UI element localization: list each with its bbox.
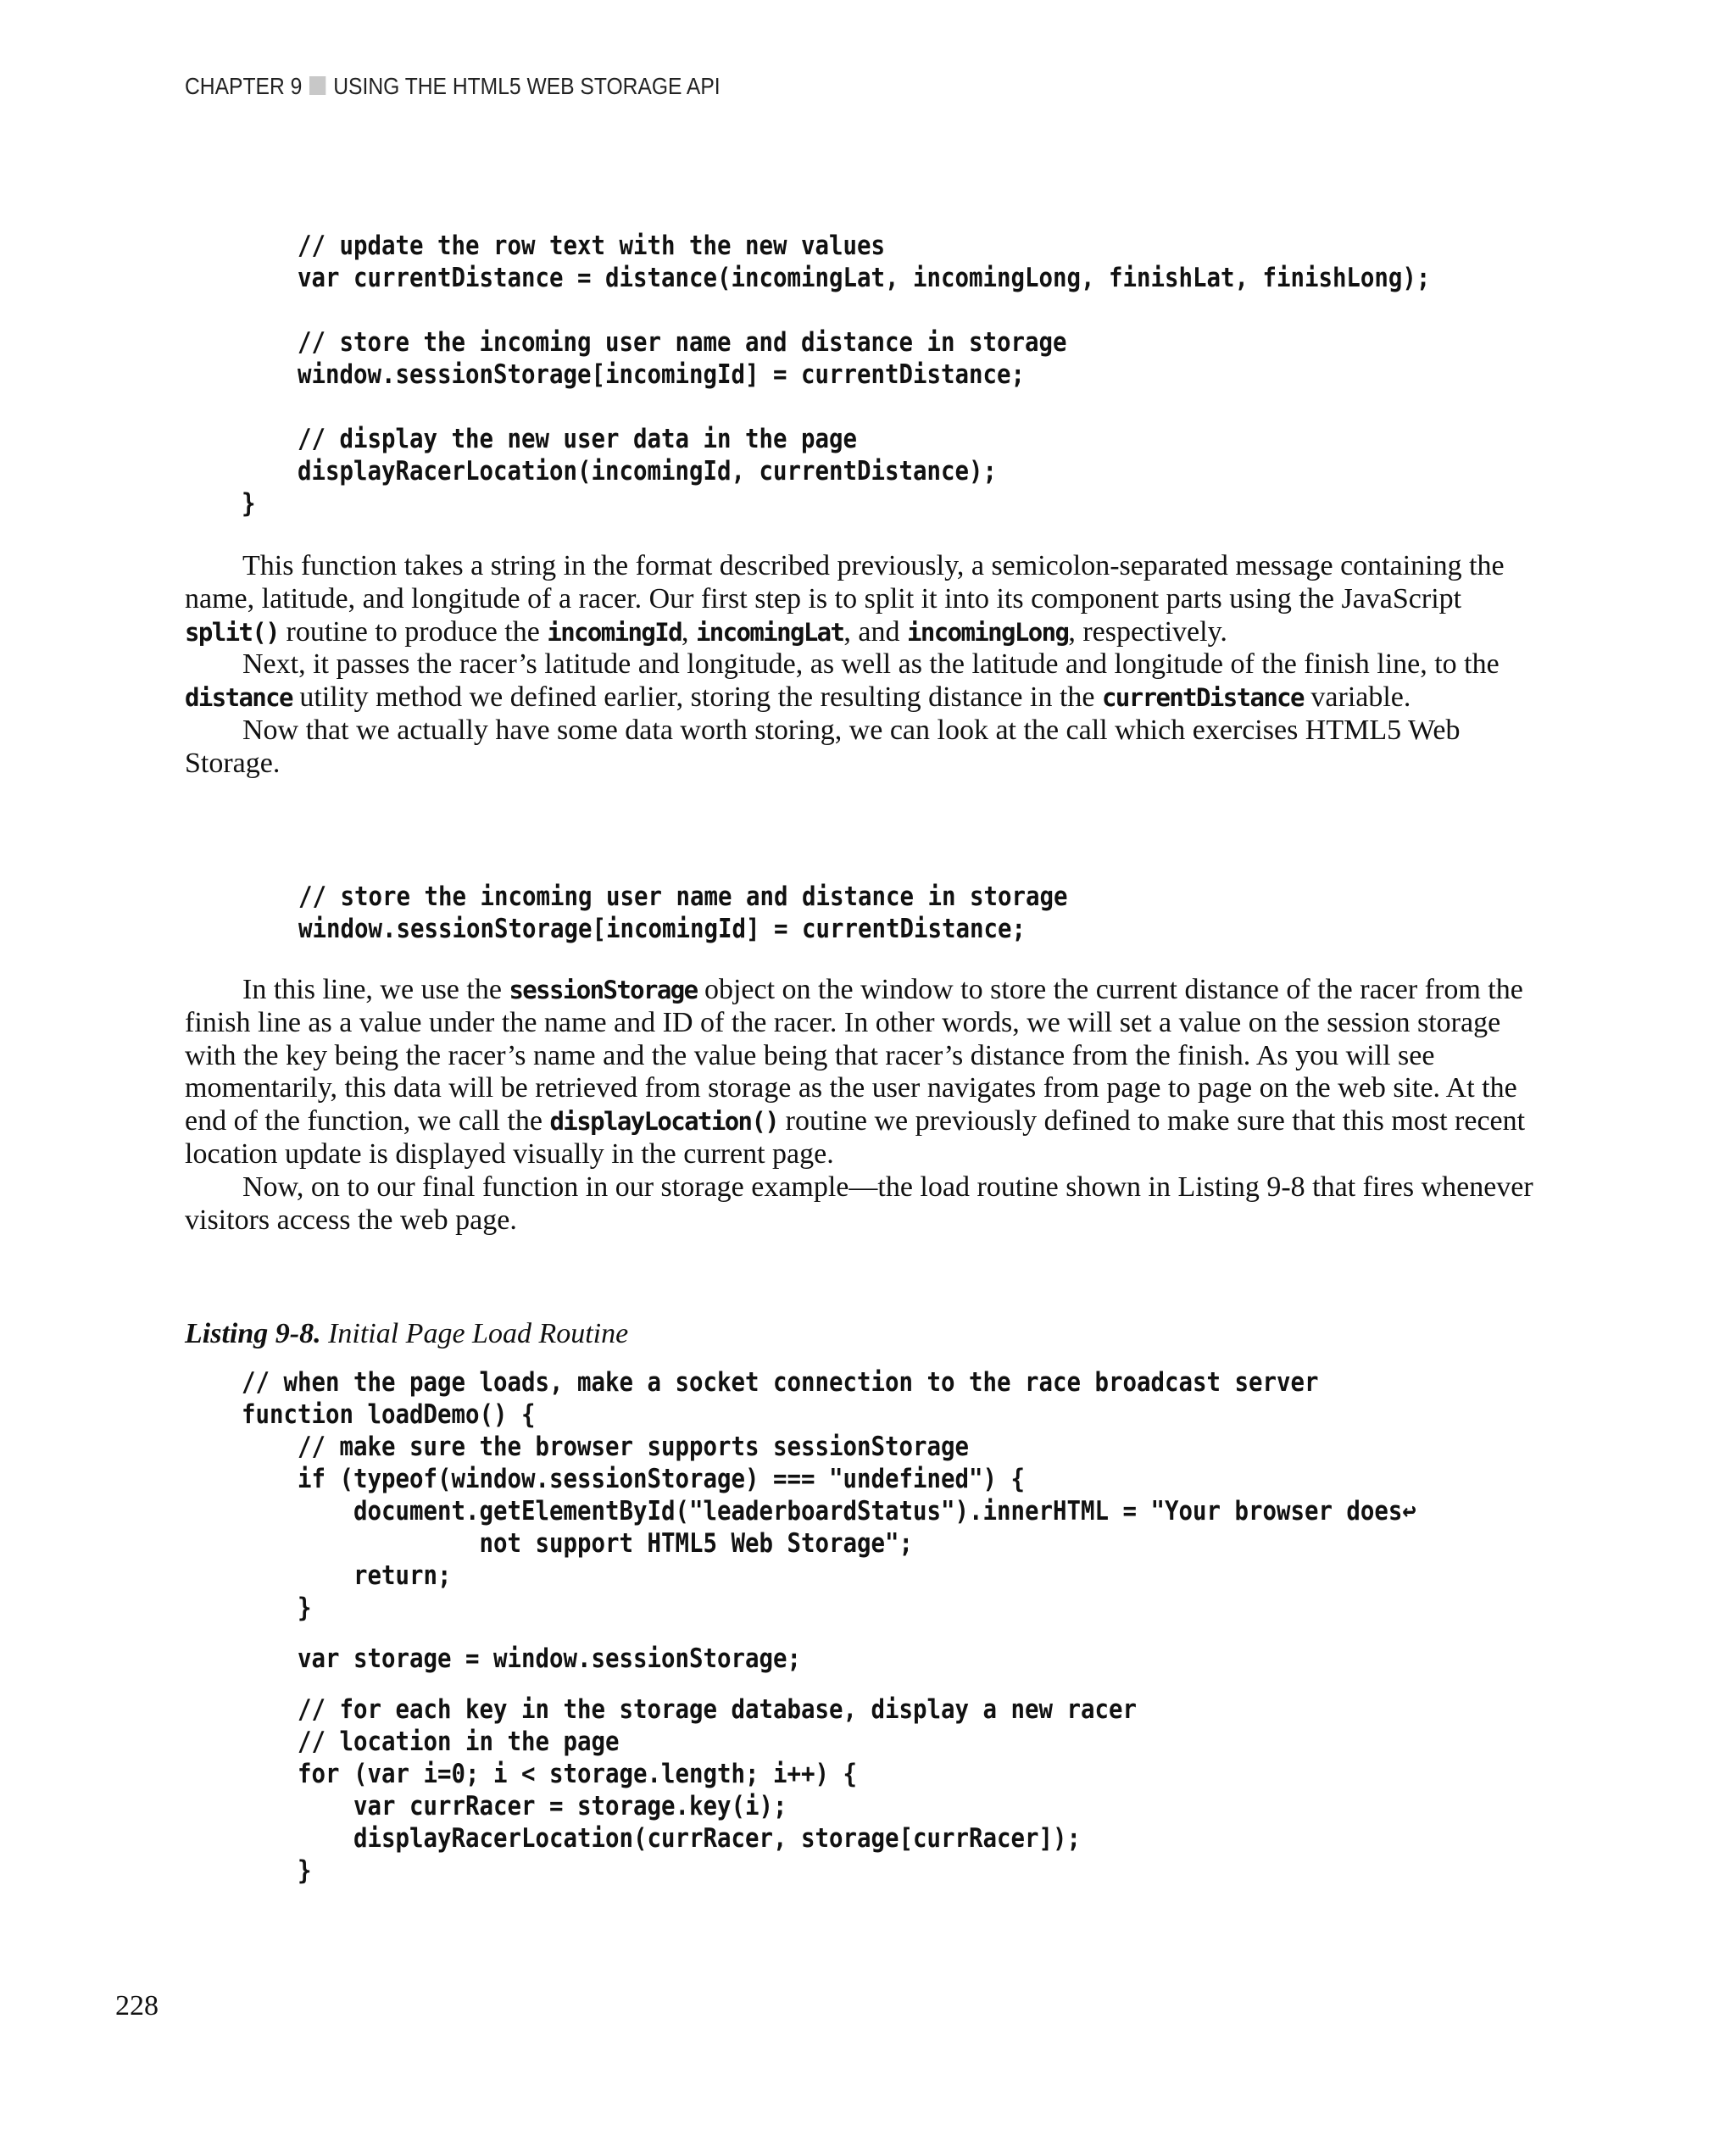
header-separator-square bbox=[309, 76, 326, 95]
code-line: displayRacerLocation(incomingId, currentDistance); bbox=[242, 456, 997, 487]
paragraph-sessionstorage-explanation: In this line, we use the sessionStorage object on the window to store the current distance of the racer from the finish line as a value under the name and ID of the racer. In other words, we will set a value on the session storage with the key being the racer’s name and the value being that racer’s distance from the finish. As you will see momentarily, this data will be retrieved from storage as the user navigates from page to page on the web site. At the end of the function, we call the displayLocation() routine we previously defined to make sure that this most recent location update is displayed visually in the current page. bbox=[185, 974, 1526, 1170]
paragraph-distance-method: Next, it passes the racer’s latitude and longitude, as well as the latitude and longitude of the finish line, to the distance utility method we defined earlier, storing the resulting distance in the currentDistance variable. bbox=[185, 648, 1500, 714]
code-line: } bbox=[242, 488, 256, 519]
code-line: function loadDemo() { bbox=[242, 1399, 536, 1430]
code-line: // store the incoming user name and distance in storage bbox=[242, 327, 1067, 358]
code-line: for (var i=0; i < storage.length; i++) { bbox=[242, 1759, 857, 1789]
code-block-load-demo bbox=[242, 1366, 1416, 1887]
inline-code-incomingid: incomingId bbox=[547, 617, 682, 647]
code-block-update-row bbox=[242, 230, 1430, 520]
code-line: } bbox=[242, 1593, 312, 1623]
code-line: displayRacerLocation(currRacer, storage[currRacer]); bbox=[242, 1823, 1081, 1854]
line-continuation-arrow-icon: ↩ bbox=[1402, 1496, 1416, 1527]
body-text-section-1 bbox=[185, 550, 1541, 781]
paragraph-storage-intro: Now that we actually have some data worth storing, we can look at the call which exercises HTML5 Web Storage. bbox=[185, 714, 1461, 779]
code-line: if (typeof(window.sessionStorage) === "undefined") { bbox=[242, 1464, 1025, 1494]
code-block-store-distance bbox=[298, 881, 1067, 945]
paragraph-function-description: This function takes a string in the format described previously, a semicolon-separated message containing the name, latitude, and longitude of a racer. Our first step is to split it into its component parts using the JavaScript split() routine to produce the incomingId, incomingLat, and incomingLong, respectively. bbox=[185, 550, 1505, 648]
code-line: document.getElementById("leaderboardStatus").innerHTML = "Your browser does↩ bbox=[242, 1496, 1416, 1527]
code-line: var currRacer = storage.key(i); bbox=[242, 1791, 787, 1821]
code-line: // when the page loads, make a socket connection to the race broadcast server bbox=[242, 1367, 1319, 1398]
listing-label: Listing 9-8. bbox=[185, 1318, 321, 1349]
code-line: var currentDistance = distance(incomingLat, incomingLong, finishLat, finishLong); bbox=[242, 263, 1431, 293]
inline-code-sessionstorage: sessionStorage bbox=[509, 976, 698, 1004]
inline-code-distance: distance bbox=[185, 683, 292, 713]
body-text-section-2 bbox=[185, 974, 1541, 1237]
inline-code-incominglong: incomingLong bbox=[907, 617, 1069, 647]
page-number: 228 bbox=[115, 1990, 159, 2021]
code-blank-line bbox=[242, 1675, 1416, 1693]
code-line: window.sessionStorage[incomingId] = currentDistance; bbox=[242, 359, 1025, 390]
code-line: // display the new user data in the page bbox=[242, 424, 857, 454]
chapter-title: USING THE HTML5 WEB STORAGE API bbox=[333, 73, 721, 99]
code-blank-line bbox=[242, 294, 1430, 326]
inline-code-incominglat: incomingLat bbox=[695, 617, 844, 647]
code-line: // for each key in the storage database, display a new racer bbox=[242, 1694, 1137, 1725]
code-line: return; bbox=[242, 1560, 452, 1591]
inline-code-currentdistance: currentDistance bbox=[1102, 683, 1304, 713]
paragraph-final-function: Now, on to our final function in our storage example—the load routine shown in Listing 9-8 that fires whenever visitors access the web page. bbox=[185, 1171, 1533, 1236]
code-blank-line bbox=[242, 1624, 1416, 1643]
code-line: // update the row text with the new values bbox=[242, 231, 885, 261]
inline-code-split: split() bbox=[185, 617, 280, 647]
code-line: window.sessionStorage[incomingId] = currentDistance; bbox=[298, 914, 1026, 944]
listing-title: Initial Page Load Routine bbox=[320, 1318, 629, 1349]
code-line: } bbox=[242, 1855, 312, 1886]
inline-code-displaylocation: displayLocation() bbox=[549, 1107, 779, 1137]
code-line: // location in the page bbox=[242, 1727, 620, 1757]
code-line: var storage = window.sessionStorage; bbox=[242, 1643, 801, 1674]
code-line: // store the incoming user name and distance in storage bbox=[298, 881, 1068, 912]
code-line: // make sure the browser supports sessionStorage bbox=[242, 1432, 969, 1462]
code-blank-line bbox=[242, 391, 1430, 423]
running-header bbox=[185, 73, 721, 100]
listing-caption bbox=[185, 1318, 628, 1350]
code-line: not support HTML5 Web Storage"; bbox=[242, 1528, 913, 1559]
chapter-label: CHAPTER 9 bbox=[185, 73, 303, 99]
